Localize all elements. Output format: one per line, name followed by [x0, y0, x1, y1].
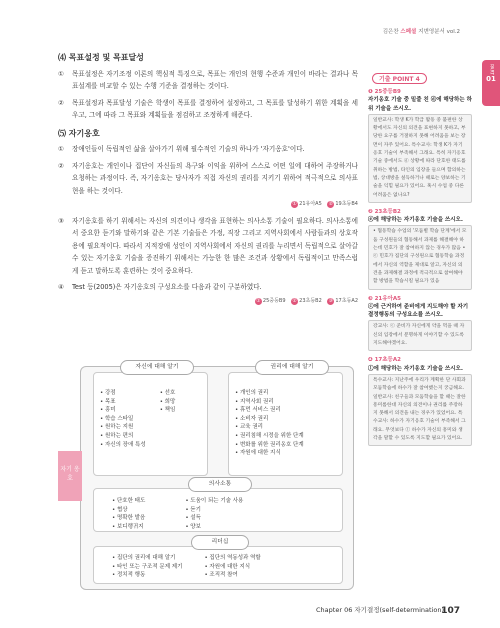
- tag-text: 19초등B4: [335, 201, 358, 207]
- list-item: • 정치적 행동: [112, 572, 146, 579]
- exam-point-question: ⓒ에 근거하여 준비에게 지도해야 할 자기결정행동의 구성요소를 쓰시오.: [368, 303, 469, 319]
- item-text: Test 등(2005)은 자기옹호의 구성요소를 다음과 같이 구분하였다.: [72, 283, 262, 291]
- section-5-title: ⑸ 자기옹호: [58, 128, 100, 138]
- exam-tags: [58, 295, 358, 308]
- exam-point-title: ❷ 23초등B2: [368, 208, 401, 215]
- exam-point-question: ⓛ에 해당하는 자기옹호 기술을 쓰시오.: [368, 365, 463, 372]
- exam-point-excerpt: • 협동학습 수업의 '모둠별 학습 단계'에서 모둠 구성원들의 협동해서 과제를 해결해야 하는데 민호가 잘 참여하지 않는 경우가 많음 • ⓔ 민호가 집단의 구성원으로 협동학습 과정에서 자신의 역할을 제대로 알고, 자신의 의견을 과제해결 과정에 적극적으로 참여해야 할 방법을 학습시킬 필요가 있음: [368, 225, 472, 289]
- diagram-side-label: 자기 옹호: [58, 451, 82, 501]
- exam-point-question: ⓔ에 해당하는 자기옹호 기술을 쓰시오.: [368, 217, 463, 224]
- item-text: 장애인들이 독립적인 삶을 살아가기 위해 필수적인 기술의 하나가 '자기옹호'이다.: [72, 145, 305, 153]
- list-item: • 명확한 발음: [112, 515, 146, 522]
- item-text: 목표설정은 자기조정 이론의 핵심적 특징으로, 목표는 개인의 현행 수준과 개인이 바라는 결과나 목표설계를 비교할 수 있는 수행 기준을 결정하는 것이다.: [72, 69, 358, 90]
- list-item: • 원하는 편의: [100, 432, 134, 439]
- running-header: [383, 27, 460, 35]
- exam-point-sidebar: [368, 66, 472, 451]
- header-suffix: 지변영분서 vol.2: [418, 29, 460, 35]
- section-4-item-2: [58, 97, 358, 122]
- leadership-title: 리더십: [191, 535, 249, 550]
- exam-point-title: ❹ 17초등A2: [368, 357, 401, 364]
- list-item: • 책임: [159, 407, 176, 414]
- self-advocacy-diagram: [58, 356, 358, 588]
- leadership-col-2: [204, 554, 260, 580]
- item-number: ②: [58, 161, 64, 170]
- tag-dot: ①: [256, 297, 261, 304]
- list-item: • 집단의 역동성과 역할: [204, 555, 261, 561]
- item-number: ②: [58, 98, 64, 107]
- list-item: • 원하는 지원: [100, 424, 134, 431]
- part-tab: [482, 60, 500, 106]
- list-item: • 도움이 되는 기술 사용: [185, 498, 244, 504]
- list-item: • 휴먼 서비스 권리: [235, 407, 281, 414]
- item-number: ①: [58, 145, 64, 153]
- item-text: 목표설정과 목표달성 기술은 학생이 목표를 결정하여 설정하고, 그 목표를 달성하기 위한 계획을 세우고, 그에 따라 그 목표와 계획들을 점검하고 조정하게 해준다.: [72, 98, 358, 119]
- exam-point-1: [368, 88, 472, 203]
- exam-tag: [291, 198, 322, 211]
- item-text: 자기옹호는 개인이나 집단이 자신들의 욕구와 이익을 위하여 스스로 어떤 일에 대하여 주장하거나 요청하는 과정이다. 즉, 자기옹호는 당사자가 직접 자신의 권리를 지키기 위하여 적극적으로 의사표현을 하는 것이다.: [72, 161, 358, 195]
- list-item: • 목표: [100, 398, 116, 405]
- tag-dot: ②: [292, 297, 297, 304]
- part-number: 01: [486, 75, 496, 84]
- part-label: PART: [488, 64, 494, 76]
- list-item: • 소비자 권리: [235, 415, 269, 422]
- tag-text: 23초등B2: [299, 297, 322, 304]
- list-item: • 설득: [185, 515, 201, 522]
- section-5-item-2: [58, 160, 358, 198]
- list-item: • 자원에 대한 지식: [235, 450, 281, 457]
- self-knowledge-title: 자신에 대해 알기: [120, 360, 194, 375]
- communication-col-1: [112, 497, 145, 531]
- list-item: • 학습 스타일: [100, 415, 134, 422]
- list-item: • 교육 권리: [235, 424, 263, 431]
- list-item: • 조직적 참여: [204, 572, 238, 579]
- list-item: • 단호한 태도: [112, 498, 146, 504]
- exam-point-2: [368, 208, 472, 290]
- rights-knowledge-title: 권리에 대해 알기: [255, 360, 329, 375]
- page-number: 107: [441, 606, 460, 616]
- exam-point-header: 기출 POINT 4: [372, 73, 427, 84]
- tag-text: 21유아A5: [299, 201, 322, 207]
- section-4-title: ⑷ 목표설정 및 목표달성: [58, 53, 144, 62]
- list-item: • 집단의 권리에 대해 알기: [112, 555, 176, 561]
- exam-point-question: 자기옹호 기술 중 밑줄 친 ⓓ에 해당하는 하위 기술을 쓰시오.: [368, 97, 472, 112]
- list-item: • 지역사회 권리: [235, 398, 274, 405]
- list-item: • 선호: [159, 390, 176, 396]
- list-item: • 권리침해 시정을 위한 단계: [235, 432, 304, 439]
- item-text: 자기옹호를 하기 위해서는 자신의 의견이나 생각을 표현하는 의사소통 기술이 필요하다. 의사소통에서 중요한 듣기와 말하기와 같은 기본 기술들은 가정, 직장 그리고 지역사회에서 사람들과의 상호작용에 필요적이다. 따라서 지적장애 성인이 지역사회에서 자신의 권리를 누리면서 독립적으로 살아갈 수 있는 자기옹호 기술을 증진하기 위해서는 가능한 한 많은 조건과 상황에서 독립적이고 만족스럽게 듣고 말하도록 훈련하는 것이 중요하다.: [72, 216, 358, 275]
- communication-title: 의사소통: [188, 477, 252, 492]
- list-item: • 흥미: [100, 407, 116, 414]
- exam-point-title: ❶ 25중등B9: [368, 89, 401, 95]
- exam-point-title: ❸ 21유아A5: [368, 295, 401, 302]
- list-item: • 자원에 대한 지식: [204, 563, 251, 570]
- self-knowledge-col-2: [160, 389, 176, 449]
- list-item: • 보디랭귀지: [112, 523, 144, 530]
- tag-dot: ②: [328, 201, 334, 207]
- tag-text: 25중등B9: [262, 297, 286, 304]
- exam-point-excerpt: 강교사: ⓒ 준비가 자신에게 약을 먹을 때 자신의 입장에서 분명하게 이야기할 수 있도록 지도해야겠어요.: [368, 320, 472, 351]
- exam-tag: [327, 295, 358, 308]
- header-prefix: 김은찬: [382, 29, 401, 35]
- tag-dot: ③: [328, 297, 334, 304]
- self-knowledge-box: [93, 372, 208, 476]
- list-item: • 양보: [185, 523, 201, 530]
- section-5-item-4: [58, 281, 358, 294]
- exam-point-4: [368, 356, 472, 446]
- communication-box: [93, 488, 343, 532]
- list-item: • 듣기: [185, 506, 201, 513]
- section-5-item-1: [58, 143, 358, 156]
- exam-point-3: [368, 295, 472, 352]
- header-brand: 스페셜: [400, 29, 419, 35]
- list-item: • 협상: [112, 506, 128, 513]
- exam-tag: [291, 295, 322, 308]
- exam-point-excerpt: 특수교사: 지난주에 우리가 계획한 단 사회과 모둠학습에 하수가 잘 참여했는지 궁금해요. 일반교사: 친구들과 모둠학습을 할 때는 잘한 흥미롭한대 자신의 의견이나 권리를 주장하지 못해서 의견을 내는 경우가 있었어요. 특수교사: 하수가 자기옹호 기술이 부족해서 그래요. 무엇보다 ⓛ 하수가 자신의 흥미와 생각을 말할 수 있도록 지도할 필요가 있어요.: [368, 374, 472, 446]
- exam-tag: [327, 198, 358, 211]
- section-4-item-1: [58, 68, 358, 93]
- list-item: • 강점: [100, 390, 116, 396]
- list-item: • 개인의 권리: [235, 390, 269, 396]
- list-item: • 희망: [159, 398, 176, 405]
- chapter-title: Chapter 06 자기결정(self-determination): [316, 606, 444, 614]
- exam-tags: [58, 198, 358, 211]
- leadership-box: [93, 546, 343, 584]
- list-item: • 타인 또는 구조적 문제 제기: [112, 563, 183, 570]
- item-number: ③: [58, 216, 64, 225]
- rights-knowledge-box: [228, 372, 343, 476]
- main-content: [58, 52, 358, 311]
- item-number: ④: [58, 283, 64, 291]
- tag-dot: ①: [292, 201, 297, 207]
- list-item: • 변화를 위한 권리옹호 단계: [235, 441, 304, 448]
- list-item: • 자신의 장애 특성: [100, 441, 146, 448]
- exam-point-excerpt: 일반교사: 학생 K가 학급 활동 중 불편한 상황에서도 자신의 의견을 표현하지 못하고, 부당한 요구를 거절하지 못해 어려움을 보는 장면이 자주 있어요. 특수교사: 학생 K가 자기옹호 기술이 부족해서 그래요. 특히 자기옹호 기술 중에서도 ⓓ 상황에 따라 단호한 태도를 취하는 방법, 타인의 입장을 들으며 합의하는 법, 상대방을 설득하거나 때로는 양보하는 기술을 익힐 필요가 있어요. 혹시 수업 중 다른 어려움은 없나요?: [368, 114, 472, 203]
- communication-col-2: [185, 497, 243, 531]
- exam-tag: [255, 295, 286, 308]
- leadership-col-1: [112, 554, 182, 580]
- item-number: ①: [58, 69, 64, 78]
- section-5-item-3: [58, 215, 358, 278]
- self-knowledge-col-1: [100, 389, 146, 449]
- tag-text: 17초등A2: [335, 297, 358, 304]
